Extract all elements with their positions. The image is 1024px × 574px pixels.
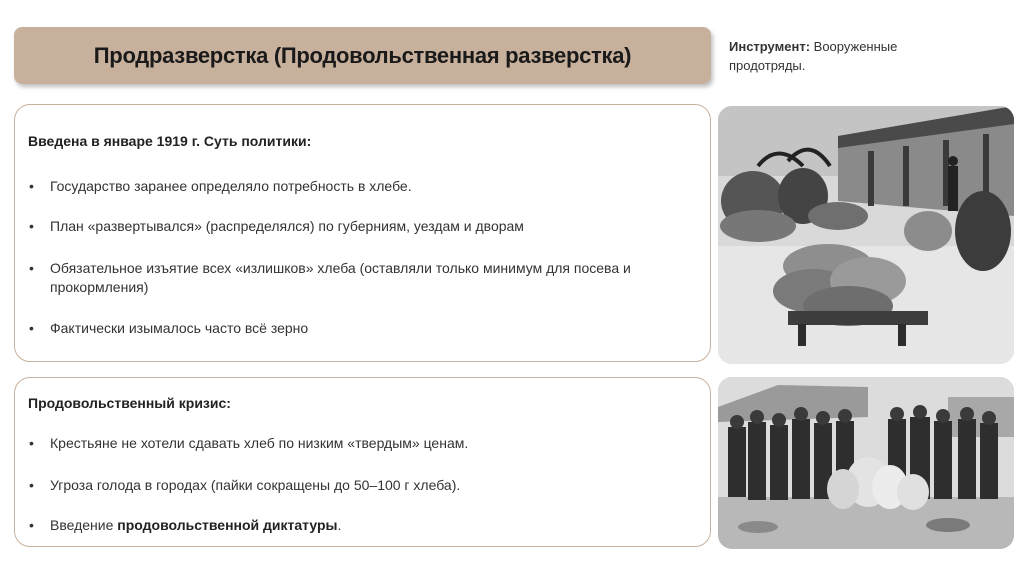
crisis-panel bbox=[14, 377, 711, 547]
bullet-dot: • bbox=[29, 178, 34, 194]
crisis-bullet-text: Угроза голода в городах (пайки сокращены до 50–100 г хлеба). bbox=[50, 477, 461, 493]
crisis-bullet bbox=[28, 434, 698, 453]
slide-title: Продразверстка (Продовольственная разверстка) bbox=[93, 42, 632, 68]
crisis-bullet-bold: продовольственной диктатуры bbox=[117, 517, 338, 533]
policy-bullet bbox=[28, 177, 698, 196]
bullet-dot: • bbox=[29, 218, 34, 234]
policy-bullet bbox=[28, 217, 698, 236]
crisis-bullet-suffix: . bbox=[337, 517, 342, 533]
policy-bullet-text: План «развертывался» (распределялся) по губерниям, уездам и дворам bbox=[50, 218, 524, 234]
policy-panel bbox=[14, 104, 711, 362]
bullet-dot: • bbox=[29, 477, 34, 493]
policy-bullet bbox=[28, 259, 668, 297]
policy-bullet-text: Фактически изымалось часто всё зерно bbox=[50, 320, 309, 336]
crisis-bullet bbox=[28, 476, 698, 495]
bullet-dot: • bbox=[29, 517, 34, 533]
grain-sleds-photo bbox=[718, 106, 1014, 364]
instrument-label: Инструмент bbox=[729, 39, 806, 54]
policy-bullet bbox=[28, 319, 698, 338]
instrument-separator: : bbox=[805, 39, 811, 54]
bullet-dot: • bbox=[29, 435, 34, 451]
grain-collection-group-photo bbox=[718, 377, 1014, 549]
instrument-note bbox=[729, 37, 969, 75]
bullet-dot: • bbox=[29, 320, 34, 336]
crisis-heading: Продовольственный кризис: bbox=[28, 395, 231, 411]
bullet-dot: • bbox=[29, 260, 34, 276]
policy-bullet-text: Государство заранее определяло потребность в хлебе. bbox=[50, 178, 412, 194]
title-banner bbox=[14, 27, 711, 84]
crisis-bullet-text: Крестьяне не хотели сдавать хлеб по низким «твердым» ценам. bbox=[50, 435, 469, 451]
instrument-text: Вооруженные продотряды. bbox=[729, 39, 898, 73]
policy-bullet-text: Обязательное изъятие всех «излишков» хлеба (оставляли только минимум для посева и прокормления) bbox=[50, 260, 631, 295]
crisis-bullet bbox=[28, 516, 698, 535]
policy-heading: Введена в январе 1919 г. Суть политики: bbox=[28, 133, 312, 149]
crisis-bullet-prefix: Введение bbox=[50, 517, 118, 533]
